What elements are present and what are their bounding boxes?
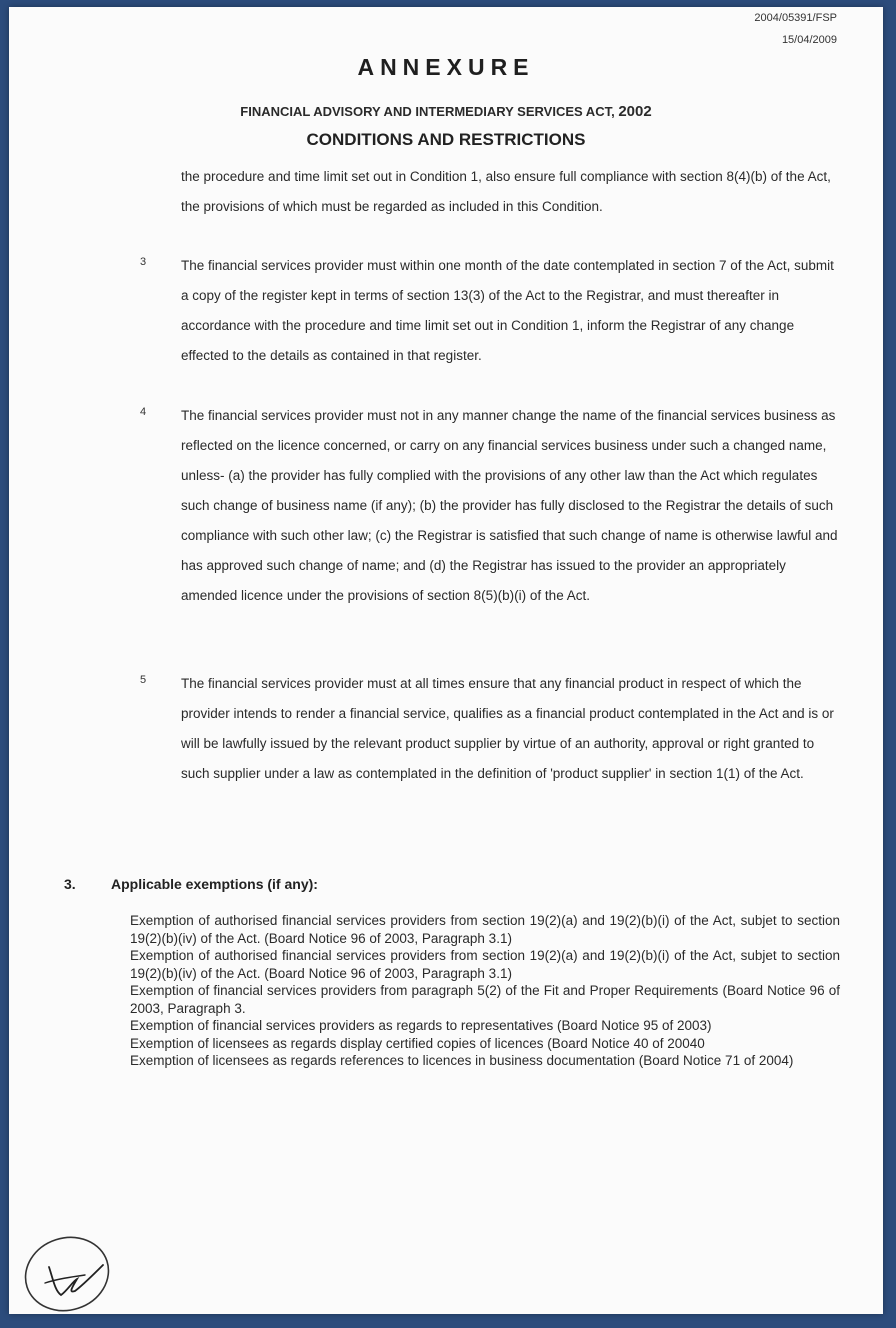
exemption-item: Exemption of financial services providers from paragraph 5(2) of the Fit and Proper Requirements (Board Notice 96 of 2003, Paragraph 3.	[130, 983, 840, 1016]
condition-text: The financial services provider must within one month of the date contemplated in section 7 of the Act, submit a copy of the register kept in terms of section 13(3) of the Act to the Registrar, and must thereafter in accordance with the procedure and time limit set out in Condition 1, inform the Registrar of any change effected to the details as contained in that register.	[181, 258, 834, 363]
exemption-item: Exemption of authorised financial services providers from section 19(2)(a) and 19(2)(b)(i) of the Act, subjet to section 19(2)(b)(iv) of the Act. (Board Notice 96 of 2003, Paragraph 3.1)	[130, 913, 840, 946]
condition-number: 4	[140, 406, 147, 418]
reference-date: 15/04/2009	[781, 34, 837, 46]
exemption-item: Exemption of licensees as regards references to licences in business documentation (Board Notice 71 of 2004)	[130, 1053, 794, 1068]
condition-continuation: the procedure and time limit set out in Condition 1, also ensure full compliance with section 8(4)(b) of the Act, the provisions of which must be regarded as included in this Condition.	[181, 169, 831, 214]
act-year: 2002	[618, 103, 652, 120]
exemptions-list	[130, 912, 840, 1070]
section-title: Applicable exemptions (if any):	[111, 876, 318, 892]
reference-number: 2004/05391/FSP	[754, 12, 837, 24]
document-page	[9, 7, 883, 1314]
page-title: ANNEXURE	[357, 54, 535, 80]
exemption-item: Exemption of licensees as regards display certified copies of licences (Board Notice 40 of 20040	[130, 1035, 705, 1051]
signature-initials	[19, 1229, 119, 1314]
condition-number: 3	[140, 256, 147, 268]
act-heading	[9, 103, 883, 120]
reference-block	[754, 7, 837, 51]
condition-text: The financial services provider must not in any manner change the name of the financial services business as reflected on the licence concerned, or carry on any financial services business under such a changed name, unless- (a) the provider has fully complied with the provisions of any other law than the Act which regulates such change of business name (if any); (b) the provider has fully disclosed to the Registrar the details of such compliance with such other law; (c) the Registrar is satisfied that such change of name is otherwise lawful and has approved such change of name; and (d) the Registrar has issued to the provider an appropriately amended licence under the provisions of section 8(5)(b)(i) of the Act.	[181, 408, 838, 603]
condition-number: 5	[140, 674, 147, 686]
conditions-heading: CONDITIONS AND RESTRICTIONS	[306, 130, 586, 149]
act-name: FINANCIAL ADVISORY AND INTERMEDIARY SERVICES ACT,	[240, 104, 615, 119]
condition-text: The financial services provider must at all times ensure that any financial product in respect of which the provider intends to render a financial service, qualifies as a financial product contemplated in the Act and is or will be lawfully issued by the relevant product supplier by virtue of an authority, approval or right granted to such supplier under a law as contemplated in the definition of 'product supplier' in section 1(1) of the Act.	[181, 676, 834, 781]
exemption-item: Exemption of financial services providers as regards to representatives (Board Notice 95 of 2003)	[130, 1018, 712, 1033]
section-number: 3.	[64, 876, 76, 892]
exemption-item: Exemption of authorised financial services providers from section 19(2)(a) and 19(2)(b)(i) of the Act, subjet to section 19(2)(b)(iv) of the Act. (Board Notice 96 of 2003, Paragraph 3.1)	[130, 948, 840, 981]
